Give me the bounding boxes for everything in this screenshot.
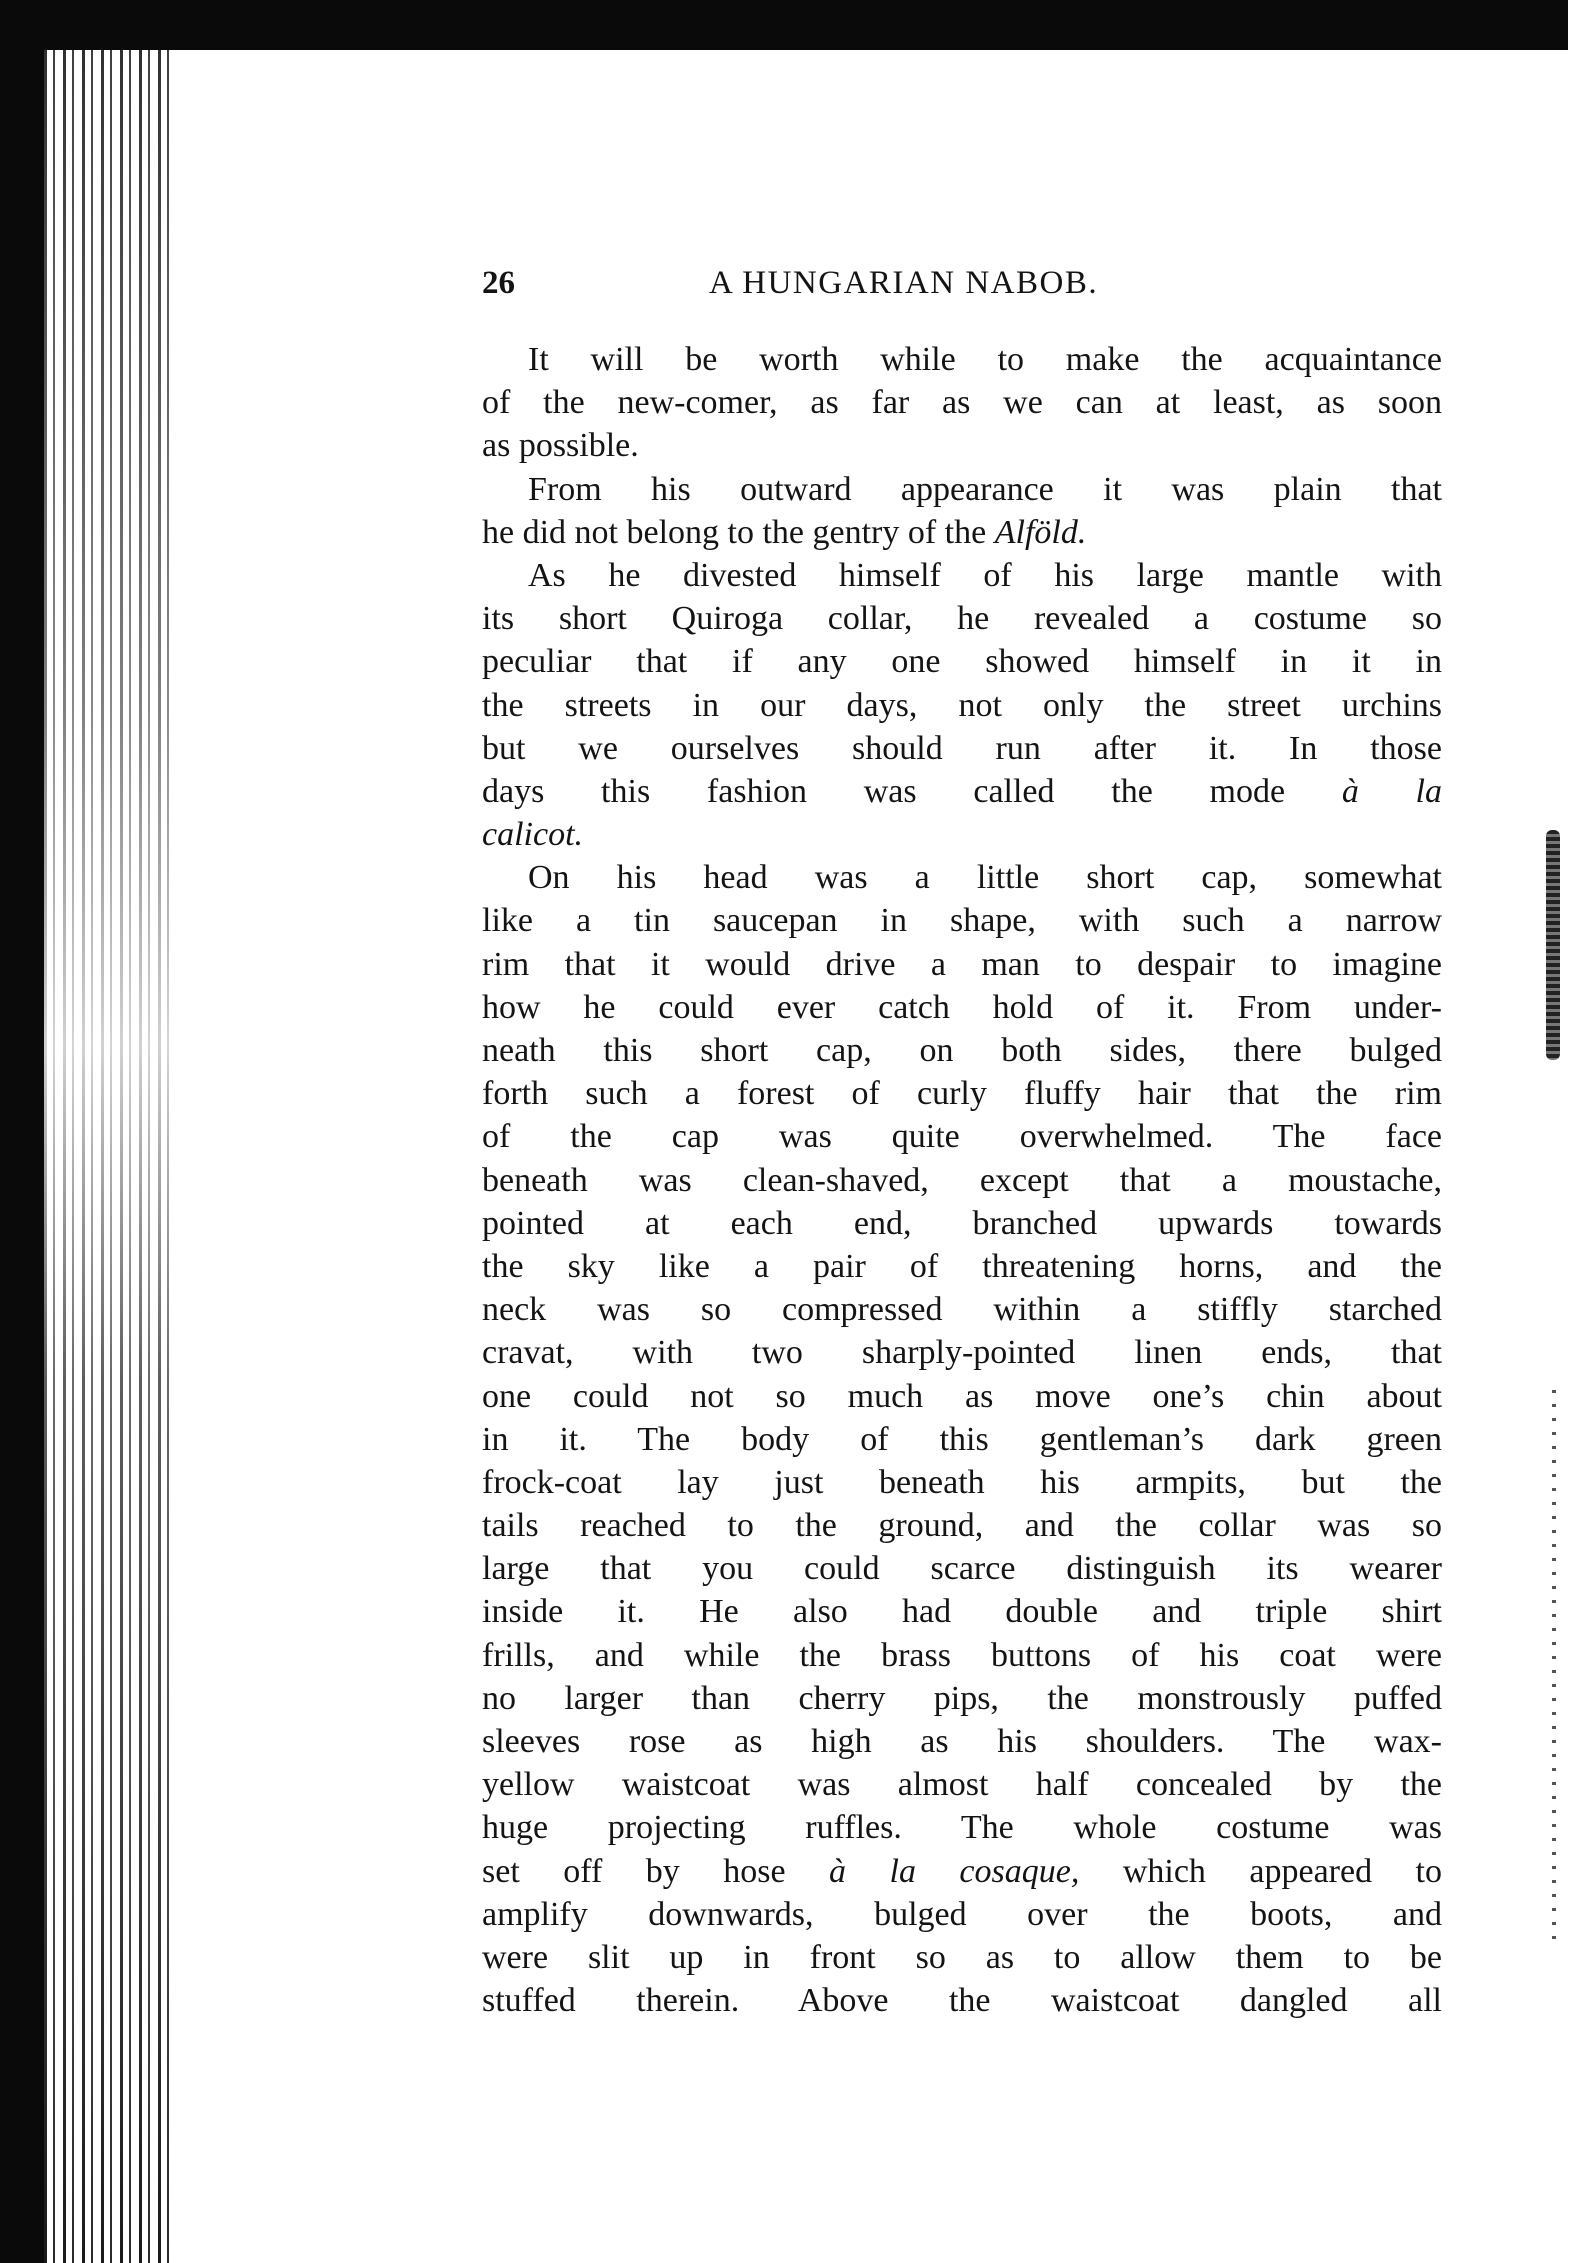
text-line (482, 468, 1442, 511)
text-line (482, 338, 1442, 381)
text-span: rim that it would drive a man to despair to imagine (482, 945, 1442, 983)
text-line (482, 1331, 1442, 1374)
text-line (482, 1504, 1442, 1547)
text-span: huge projecting ruffles. The whole costume was (482, 1809, 1442, 1847)
scan-top-edge (0, 0, 1568, 50)
text-line (482, 1375, 1442, 1418)
text-span: which appeared to (1079, 1852, 1442, 1890)
text-span: beneath was clean-shaved, except that a moustache, (482, 1161, 1442, 1199)
text-span: like a tin saucepan in shape, with such a narrow (482, 902, 1442, 940)
text-span: sleeves rose as high as his shoulders. The wax- (482, 1723, 1442, 1760)
text-line (482, 1159, 1442, 1202)
book-title: A HUNGARIAN NABOB. (709, 265, 1099, 301)
italic-text: Alföld. (994, 513, 1087, 551)
text-line (482, 943, 1442, 986)
text-line (482, 1979, 1442, 2022)
text-line (482, 770, 1442, 813)
text-span: one could not so much as move one’s chin about (482, 1377, 1442, 1415)
scan-right-speckle (1552, 1390, 1556, 1950)
text-line (482, 1893, 1442, 1936)
text-span: the streets in our days, not only the street urchins (482, 686, 1442, 724)
text-line (482, 1590, 1442, 1633)
text-span: On his head was a little short cap, somewhat (528, 859, 1442, 897)
book-spine-shadow (44, 50, 174, 2263)
text-line (482, 1288, 1442, 1331)
text-span: yellow waistcoat was almost half concealed by the (482, 1766, 1442, 1804)
text-line (482, 1677, 1442, 1720)
text-span: days this fashion was called the mode (482, 772, 1342, 810)
scan-left-edge (0, 0, 44, 2263)
page-number: 26 (482, 265, 515, 301)
text-span: peculiar that if any one showed himself in it in (482, 643, 1442, 681)
text-line (482, 1461, 1442, 1504)
text-span: as possible. (482, 427, 639, 465)
text-line (482, 813, 1442, 856)
italic-text: à la cosaque, (829, 1852, 1080, 1890)
text-line (482, 1115, 1442, 1158)
text-span: frock-coat lay just beneath his armpits, but the (482, 1463, 1442, 1501)
text-span: the sky like a pair of threatening horns, and the (482, 1247, 1442, 1285)
text-line (482, 597, 1442, 640)
text-line (482, 1806, 1442, 1849)
text-span: inside it. He also had double and triple shirt (482, 1593, 1442, 1631)
text-line (482, 1029, 1442, 1072)
text-line (482, 554, 1442, 597)
running-head (482, 265, 1442, 315)
text-span: set off by hose (482, 1852, 830, 1890)
text-line (482, 727, 1442, 770)
text-line (482, 381, 1442, 424)
text-span: were slit up in front so as to allow them to be (482, 1938, 1442, 1976)
text-line (482, 684, 1442, 727)
body-text (482, 338, 1442, 2022)
text-span: From his outward appearance it was plain that (528, 470, 1442, 508)
text-span: frills, and while the brass buttons of his coat were (482, 1636, 1442, 1674)
scan-right-mark (1546, 830, 1560, 1060)
text-span: how he could ever catch hold of it. From under- (482, 988, 1442, 1026)
text-line (482, 1245, 1442, 1288)
text-span: he did not belong to the gentry of the (482, 513, 995, 551)
text-line (482, 511, 1442, 554)
text-line (482, 640, 1442, 683)
text-span: its short Quiroga collar, he revealed a costume so (482, 600, 1442, 638)
text-line (482, 1072, 1442, 1115)
italic-text: calicot. (482, 816, 584, 854)
text-line (482, 1936, 1442, 1979)
text-span: As he divested himself of his large mantle with (528, 556, 1442, 594)
text-span: forth such a forest of curly fluffy hair that the rim (482, 1075, 1442, 1113)
text-span: stuffed therein. Above the waistcoat dangled all (482, 1982, 1442, 2020)
italic-text: à la (1341, 772, 1442, 810)
text-line (482, 424, 1442, 467)
text-span: of the new-comer, as far as we can at least, as soon (482, 384, 1442, 422)
text-line (482, 1547, 1442, 1590)
text-span: but we ourselves should run after it. In those (482, 729, 1442, 767)
text-span: pointed at each end, branched upwards towards (482, 1204, 1442, 1242)
text-span: large that you could scarce distinguish its wearer (482, 1550, 1442, 1588)
text-span: neck was so compressed within a stiffly starched (482, 1291, 1442, 1329)
text-span: in it. The body of this gentleman’s dark green (482, 1420, 1442, 1458)
text-span: It will be worth while to make the acquaintance (528, 341, 1442, 378)
text-span: tails reached to the ground, and the collar was so (482, 1507, 1442, 1545)
text-line (482, 856, 1442, 899)
text-span: amplify downwards, bulged over the boots, and (482, 1895, 1442, 1933)
text-line (482, 1634, 1442, 1677)
text-span: neath this short cap, on both sides, there bulged (482, 1032, 1442, 1069)
text-line (482, 899, 1442, 942)
text-span: of the cap was quite overwhelmed. The face (482, 1118, 1442, 1156)
text-line (482, 1720, 1442, 1763)
text-line (482, 986, 1442, 1029)
text-line (482, 1202, 1442, 1245)
text-line (482, 1418, 1442, 1461)
text-line (482, 1850, 1442, 1893)
text-span: no larger than cherry pips, the monstrously puffed (482, 1679, 1442, 1717)
text-span: cravat, with two sharply-pointed linen ends, that (482, 1334, 1442, 1372)
text-line (482, 1763, 1442, 1806)
